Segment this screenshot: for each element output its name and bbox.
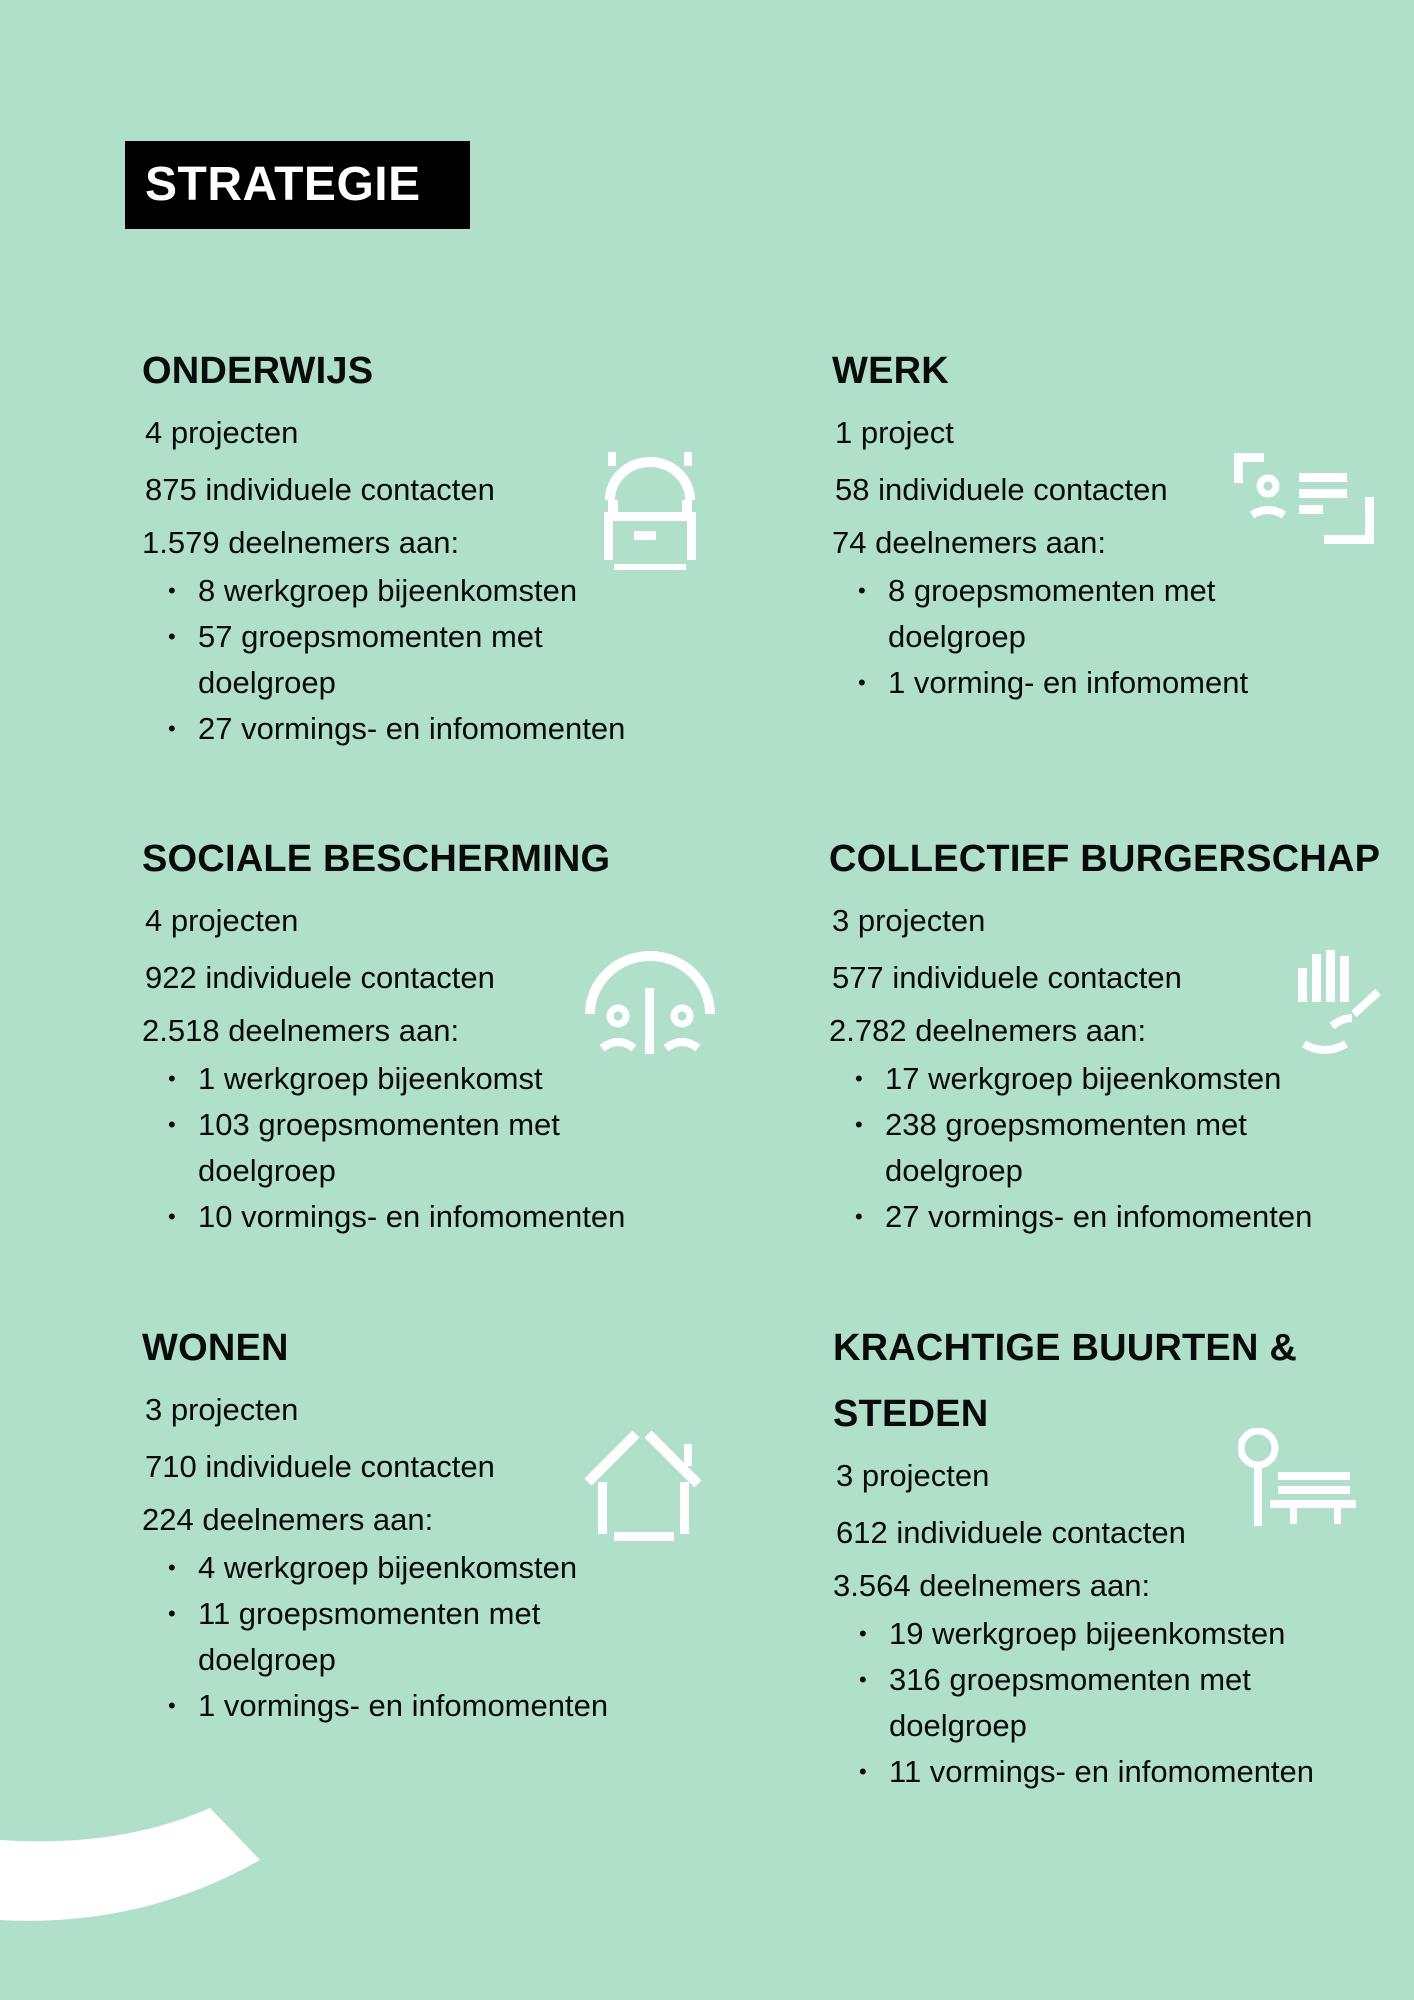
list-item: • 1 werkgroep bijeenkomst: [142, 1056, 702, 1102]
list-item: • 11 vormings- en infomomenten: [833, 1749, 1333, 1795]
participants-count: 3.564 deelnemers aan:: [833, 1568, 1151, 1603]
projects-count: 4 projecten: [145, 903, 299, 938]
protection-umbrella-people-icon: [582, 944, 718, 1056]
projects-count: 4 projecten: [145, 415, 299, 450]
list-item: • 17 werkgroep bijeenkomsten: [829, 1056, 1409, 1102]
list-item: • 316 groepsmomenten met doelgroep: [833, 1657, 1289, 1749]
list-item: • 57 groepsmomenten met doelgroep: [142, 614, 578, 706]
section-title: WERK: [832, 350, 949, 392]
participants-count: 1.579 deelnemers aan:: [142, 525, 460, 560]
section-krachtige-buurten-steden: [833, 1315, 1333, 1795]
activity-list: [829, 1056, 1409, 1240]
backpack-icon: [600, 450, 700, 570]
activity-list: [832, 568, 1392, 706]
section-title: WONEN: [142, 1327, 289, 1369]
contacts-count: 612 individuele contacten: [836, 1515, 1186, 1550]
house-icon: [584, 1428, 704, 1542]
list-item: • 238 groepsmomenten met doelgroep: [829, 1102, 1285, 1194]
list-item: • 10 vormings- en infomomenten: [142, 1194, 702, 1240]
list-item: • 8 groepsmomenten met doelgroep: [832, 568, 1268, 660]
section-title: SOCIALE BESCHERMING: [142, 838, 611, 880]
projects-count: 1 project: [835, 415, 954, 450]
projects-count: 3 projecten: [836, 1458, 990, 1493]
list-item: • 1 vorming- en infomoment: [832, 660, 1392, 706]
participants-count: 2.782 deelnemers aan:: [829, 1013, 1147, 1048]
list-item: • 103 groepsmomenten met doelgroep: [142, 1102, 598, 1194]
id-card-icon: [1234, 453, 1374, 545]
participants-count: 224 deelnemers aan:: [142, 1502, 434, 1537]
participants-count: 2.518 deelnemers aan:: [142, 1013, 460, 1048]
list-item: • 27 vormings- en infomomenten: [142, 706, 702, 752]
page-title: STRATEGIE: [125, 141, 470, 229]
list-item: • 27 vormings- en infomomenten: [829, 1194, 1409, 1240]
list-item: • 8 werkgroep bijeenkomsten: [142, 568, 702, 614]
contacts-count: 922 individuele contacten: [145, 960, 495, 995]
section-title: ONDERWIJS: [142, 350, 374, 392]
activity-list: [142, 568, 702, 752]
raised-hand-icon: [1296, 948, 1382, 1056]
decorative-arc: [0, 1790, 280, 1930]
park-bench-icon: [1238, 1428, 1368, 1528]
section-title: KRACHTIGE BUURTEN & STEDEN: [833, 1327, 1298, 1435]
projects-count: 3 projecten: [832, 903, 986, 938]
contacts-count: 58 individuele contacten: [835, 472, 1168, 507]
projects-count: 3 projecten: [145, 1392, 299, 1427]
activity-list: [833, 1611, 1333, 1795]
participants-count: 74 deelnemers aan:: [832, 525, 1107, 560]
contacts-count: 875 individuele contacten: [145, 472, 495, 507]
contacts-count: 710 individuele contacten: [145, 1449, 495, 1484]
activity-list: [142, 1545, 702, 1729]
section-title: COLLECTIEF BURGERSCHAP: [829, 838, 1381, 880]
list-item: • 4 werkgroep bijeenkomsten: [142, 1545, 702, 1591]
list-item: • 11 groepsmomenten met doelgroep: [142, 1591, 578, 1683]
list-item: • 19 werkgroep bijeenkomsten: [833, 1611, 1333, 1657]
contacts-count: 577 individuele contacten: [832, 960, 1182, 995]
list-item: • 1 vormings- en infomomenten: [142, 1683, 702, 1729]
activity-list: [142, 1056, 702, 1240]
